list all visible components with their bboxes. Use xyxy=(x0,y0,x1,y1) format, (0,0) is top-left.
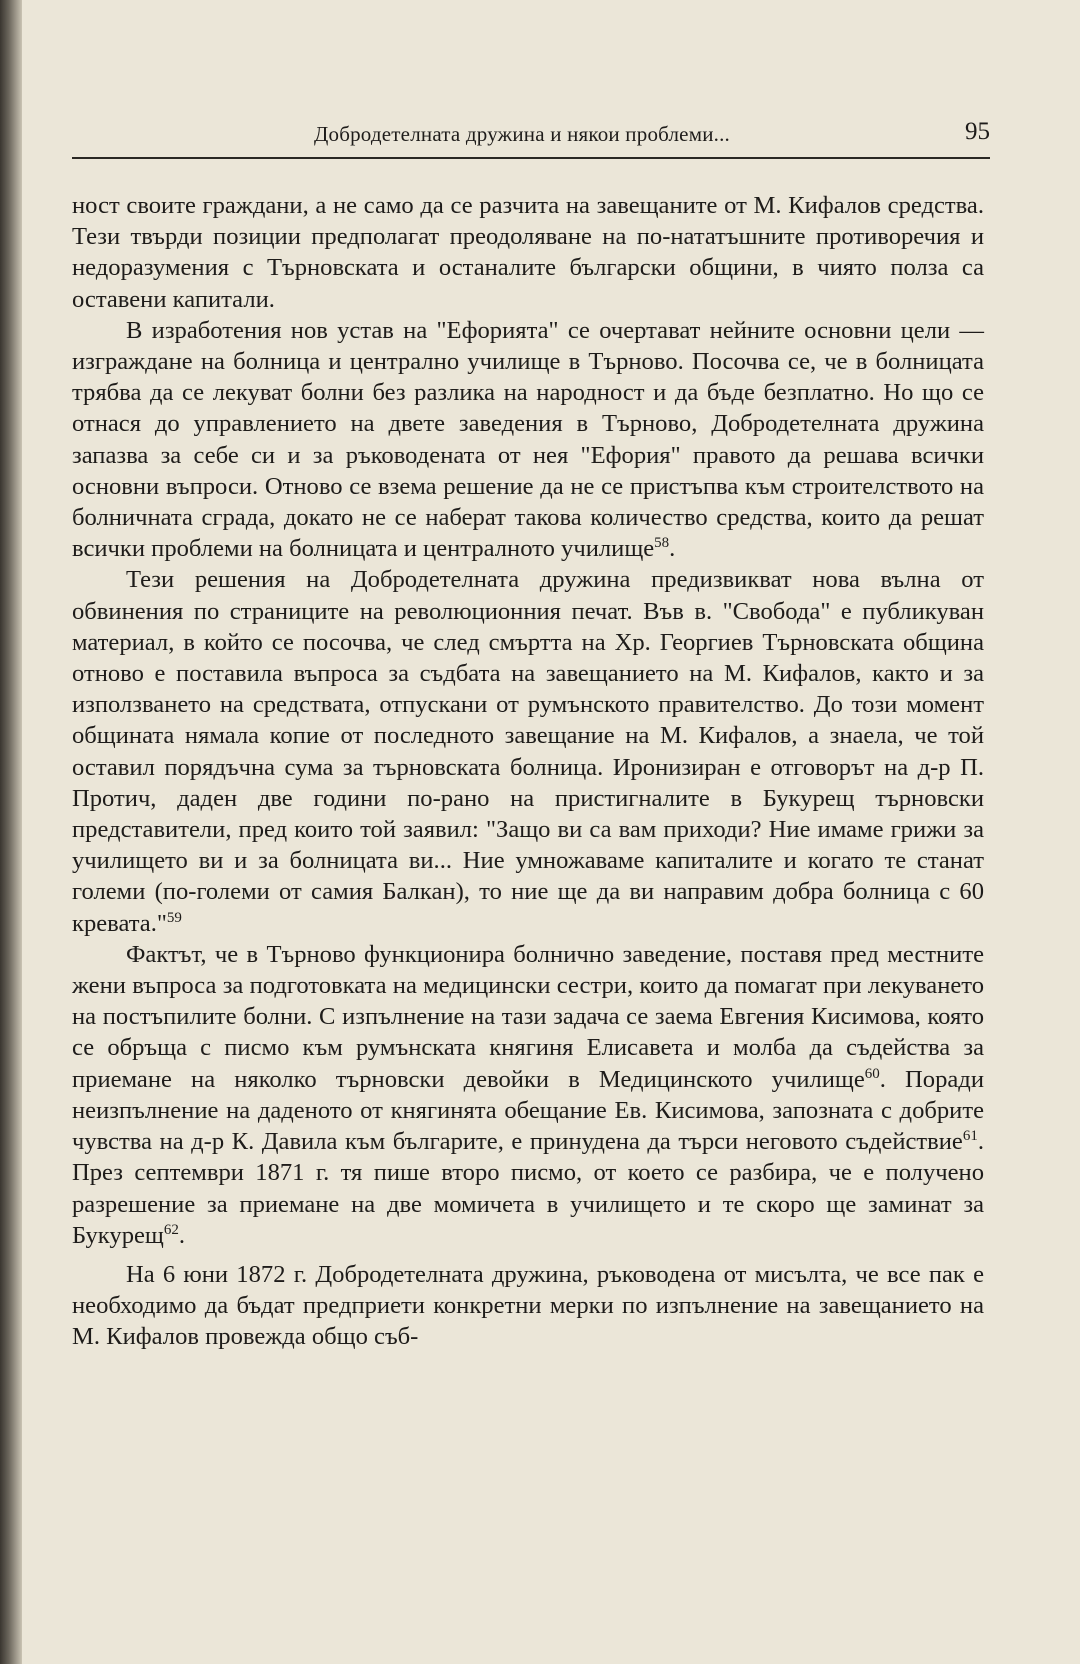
header-rule xyxy=(72,157,990,159)
paragraph-text: ност своите граждани, а не само да се разчита на завещаните от М. Кифалов средства. Тези твърди позиции предполагат преодоляване на по-нататъшните противоречия и недоразумения с Търновската и останалите български общини, в чиято полза са оставени капитали. xyxy=(72,192,984,313)
paragraph-statute xyxy=(72,315,984,565)
paragraph-text: . През септември 1871 г. тя пише второ писмо, от което се разбира, че е получено разрешение за приемане на две момичета в училището и те скоро ще заминат за Букурещ xyxy=(72,1128,984,1249)
paragraph-text: На 6 юни 1872 г. Добродетелната дружина, ръководена от мисълта, че все пак е необходимо да бъдат предприети конкретни мерки по изпълнение на завещанието на М. Кифалов провежда общо съб- xyxy=(72,1260,984,1351)
footnote-ref: 60 xyxy=(864,1065,880,1082)
footnote-ref: 58 xyxy=(654,535,670,552)
paragraph-accusations xyxy=(72,564,984,938)
paragraph-continued xyxy=(72,190,984,315)
paragraph-text: В изработения нов устав на "Ефорията" се очертават нейните основни цели — изграждане на болница и централно училище в Търново. Посочва се, че в болницата трябва да се лекуват болни без разлика на народност и да бъде безплатно. Но що се отнася до управлението на двете заведения в Търново, Добродетелната дружина запазва за себе си и за ръководената от нея "Ефория" правото да решава всички основни въпроси. Отново се взема решение да не се пристъпва към строителството на болничната сграда, докато не се наберат такова количество средства, които да решат всички проблеми на болницата и централното училище xyxy=(72,316,984,563)
paragraph-nurses xyxy=(72,939,984,1251)
paragraph-text: . xyxy=(669,535,676,563)
book-page xyxy=(22,0,1080,1664)
running-title: Добродетелната дружина и някои проблеми... xyxy=(314,122,730,146)
paragraph-text: Тези решения на Добродетелната дружина предизвикват нова вълна от обвинения по страниците на революционния печат. Във в. "Свобода" е публикуван материал, в който се посочва, че след смъртта на Хр. Георгиев Търновската община отново е поставила въпроса за съдбата на завещанието на М. Кифалов, както и за използването на средствата, отпускани от румънското правителство. До този момент общината нямала копие от последното завещание на М. Кифалов, а знаела, че той оставил порядъчна сума за търновската болница. Иронизиран е отговорът на д-р П. Протич, даден две години по-рано на пристигналите в Букурещ търновски представители, пред които той заявил: "Защо ви са вам приходи? Ние имаме грижи за училището ви и за болницата ви... Ние умножаваме капиталите и когато те станат големи (по-големи от самия Балкан), то ние ще да ви направим добра болница с 60 кревата." xyxy=(72,566,984,937)
footnote-ref: 61 xyxy=(962,1127,978,1144)
paragraph-text: . xyxy=(178,1221,186,1249)
body-text xyxy=(72,190,984,1353)
book-binding-edge xyxy=(0,0,22,1664)
paragraph-meeting xyxy=(72,1259,984,1353)
paragraph-text: Фактът, че в Търново функционира болнично заведение, поставя пред местните жени въпроса за подготовката на медицински сестри, които да помагат при лекуването на постъпилите болни. С изпълнение на тази задача се заема Евгения Кисимова, която се обръща с писмо към румънската княгиня Елисавета и молба да съдейства за приемане на няколко търновски девойки в Медицинското училище xyxy=(72,940,984,1093)
footnote-ref: 62 xyxy=(163,1221,179,1238)
running-header xyxy=(72,118,990,154)
page-number: 95 xyxy=(965,118,990,145)
footnote-ref: 59 xyxy=(166,909,182,926)
paragraph-text: . Поради неизпълнение на даденото от княгинята обещание Ев. Кисимова, запозната с добрите чувства на д-р К. Давила към българите, е принудена да търси неговото съдействие xyxy=(72,1065,984,1156)
